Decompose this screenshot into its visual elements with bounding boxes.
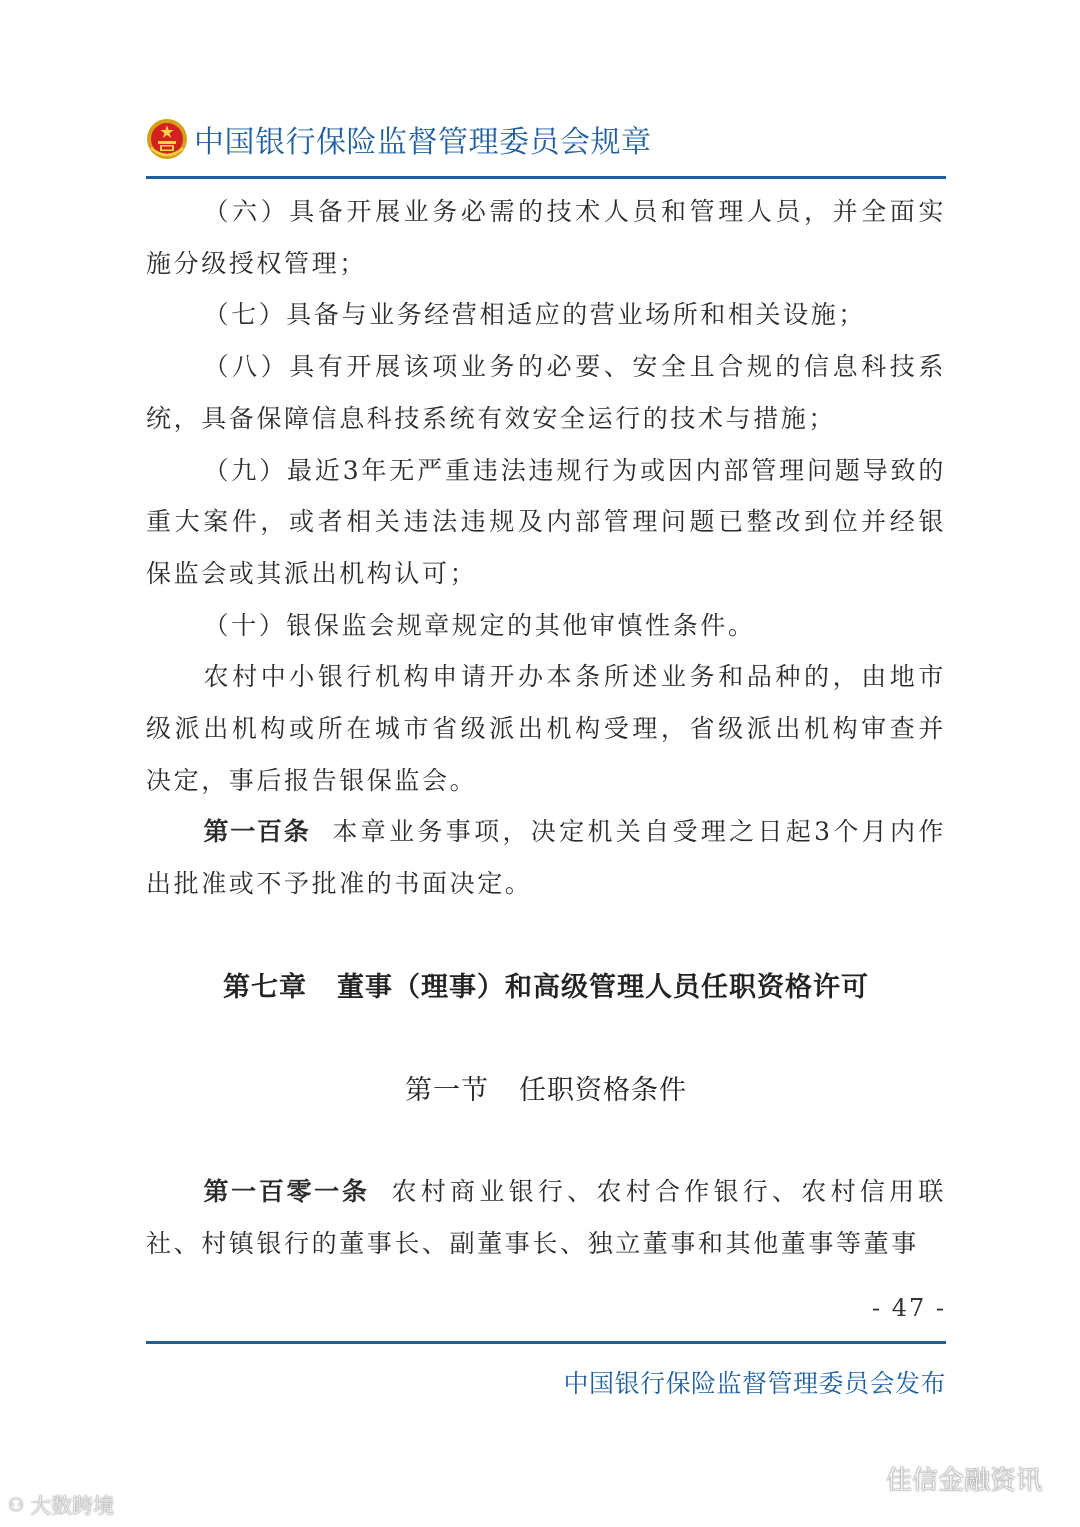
watermark-right xyxy=(842,1460,1042,1497)
section-heading xyxy=(146,1068,946,1107)
chapter-number: 第七章 xyxy=(223,972,307,1003)
page-number: - 47 - xyxy=(871,1294,946,1322)
header-title: 中国银行保险监督管理委员会规章 xyxy=(194,125,652,160)
article-101-text: 农村商业银行、农村合作银行、农村信用联社、村镇银行的董事长、副董事长、独立董事和其他董事等董事 xyxy=(146,1177,946,1258)
article-100 xyxy=(146,806,946,909)
watermark-left-text: 大数跨境 xyxy=(30,1494,115,1518)
clause-7: （七）具备与业务经营相适应的营业场所和相关设施； xyxy=(203,300,866,330)
footer-publisher: 中国银行保险监督管理委员会发布 xyxy=(563,1369,946,1398)
approval-paragraph: 农村中小银行机构申请开办本条所述业务和品种的，由地市级派出机构或所在城市省级派出机构受理，省级派出机构审查并决定，事后报告银保监会。 xyxy=(146,662,946,795)
clause-6: （六）具备开展业务必需的技术人员和管理人员，并全面实施分级授权管理； xyxy=(146,197,946,278)
footer-divider xyxy=(146,1341,946,1344)
page-header xyxy=(146,112,946,166)
section-number: 第一节 xyxy=(405,1075,489,1106)
chapter-title: 董事（理事）和高级管理人员任职资格许可 xyxy=(337,972,869,1003)
header-divider xyxy=(146,176,946,179)
article-101 xyxy=(146,1166,946,1269)
article-101-label: 第一百零一条 xyxy=(203,1177,370,1206)
document-body xyxy=(146,186,946,910)
clause-9: （九）最近3年无严重违法违规行为或因内部管理问题导致的重大案件，或者相关违法违规及内部管理问题已整改到位并经银保监会或其派出机构认可； xyxy=(146,455,946,588)
national-emblem-icon xyxy=(146,118,188,160)
section-title: 任职资格条件 xyxy=(519,1075,687,1106)
watermark-logo-icon: ⚇ xyxy=(8,1494,25,1516)
watermark-right-text: 佳信金融资讯 xyxy=(885,1466,1042,1496)
chapter-heading xyxy=(146,965,946,1004)
article-100-label: 第一百条 xyxy=(203,817,311,847)
wechat-icon xyxy=(842,1464,876,1494)
article-101-block xyxy=(146,1166,946,1269)
article-100-text: 本章业务事项，决定机关自受理之日起3个月内作出批准或不予批准的书面决定。 xyxy=(146,817,946,899)
clause-8: （八）具有开展该项业务的必要、安全且合规的信息科技系统，具备保障信息科技系统有效安全运行的技术与措施； xyxy=(146,352,946,433)
clause-10: （十）银保监会规章规定的其他审慎性条件。 xyxy=(203,610,756,640)
watermark-left xyxy=(8,1490,114,1520)
